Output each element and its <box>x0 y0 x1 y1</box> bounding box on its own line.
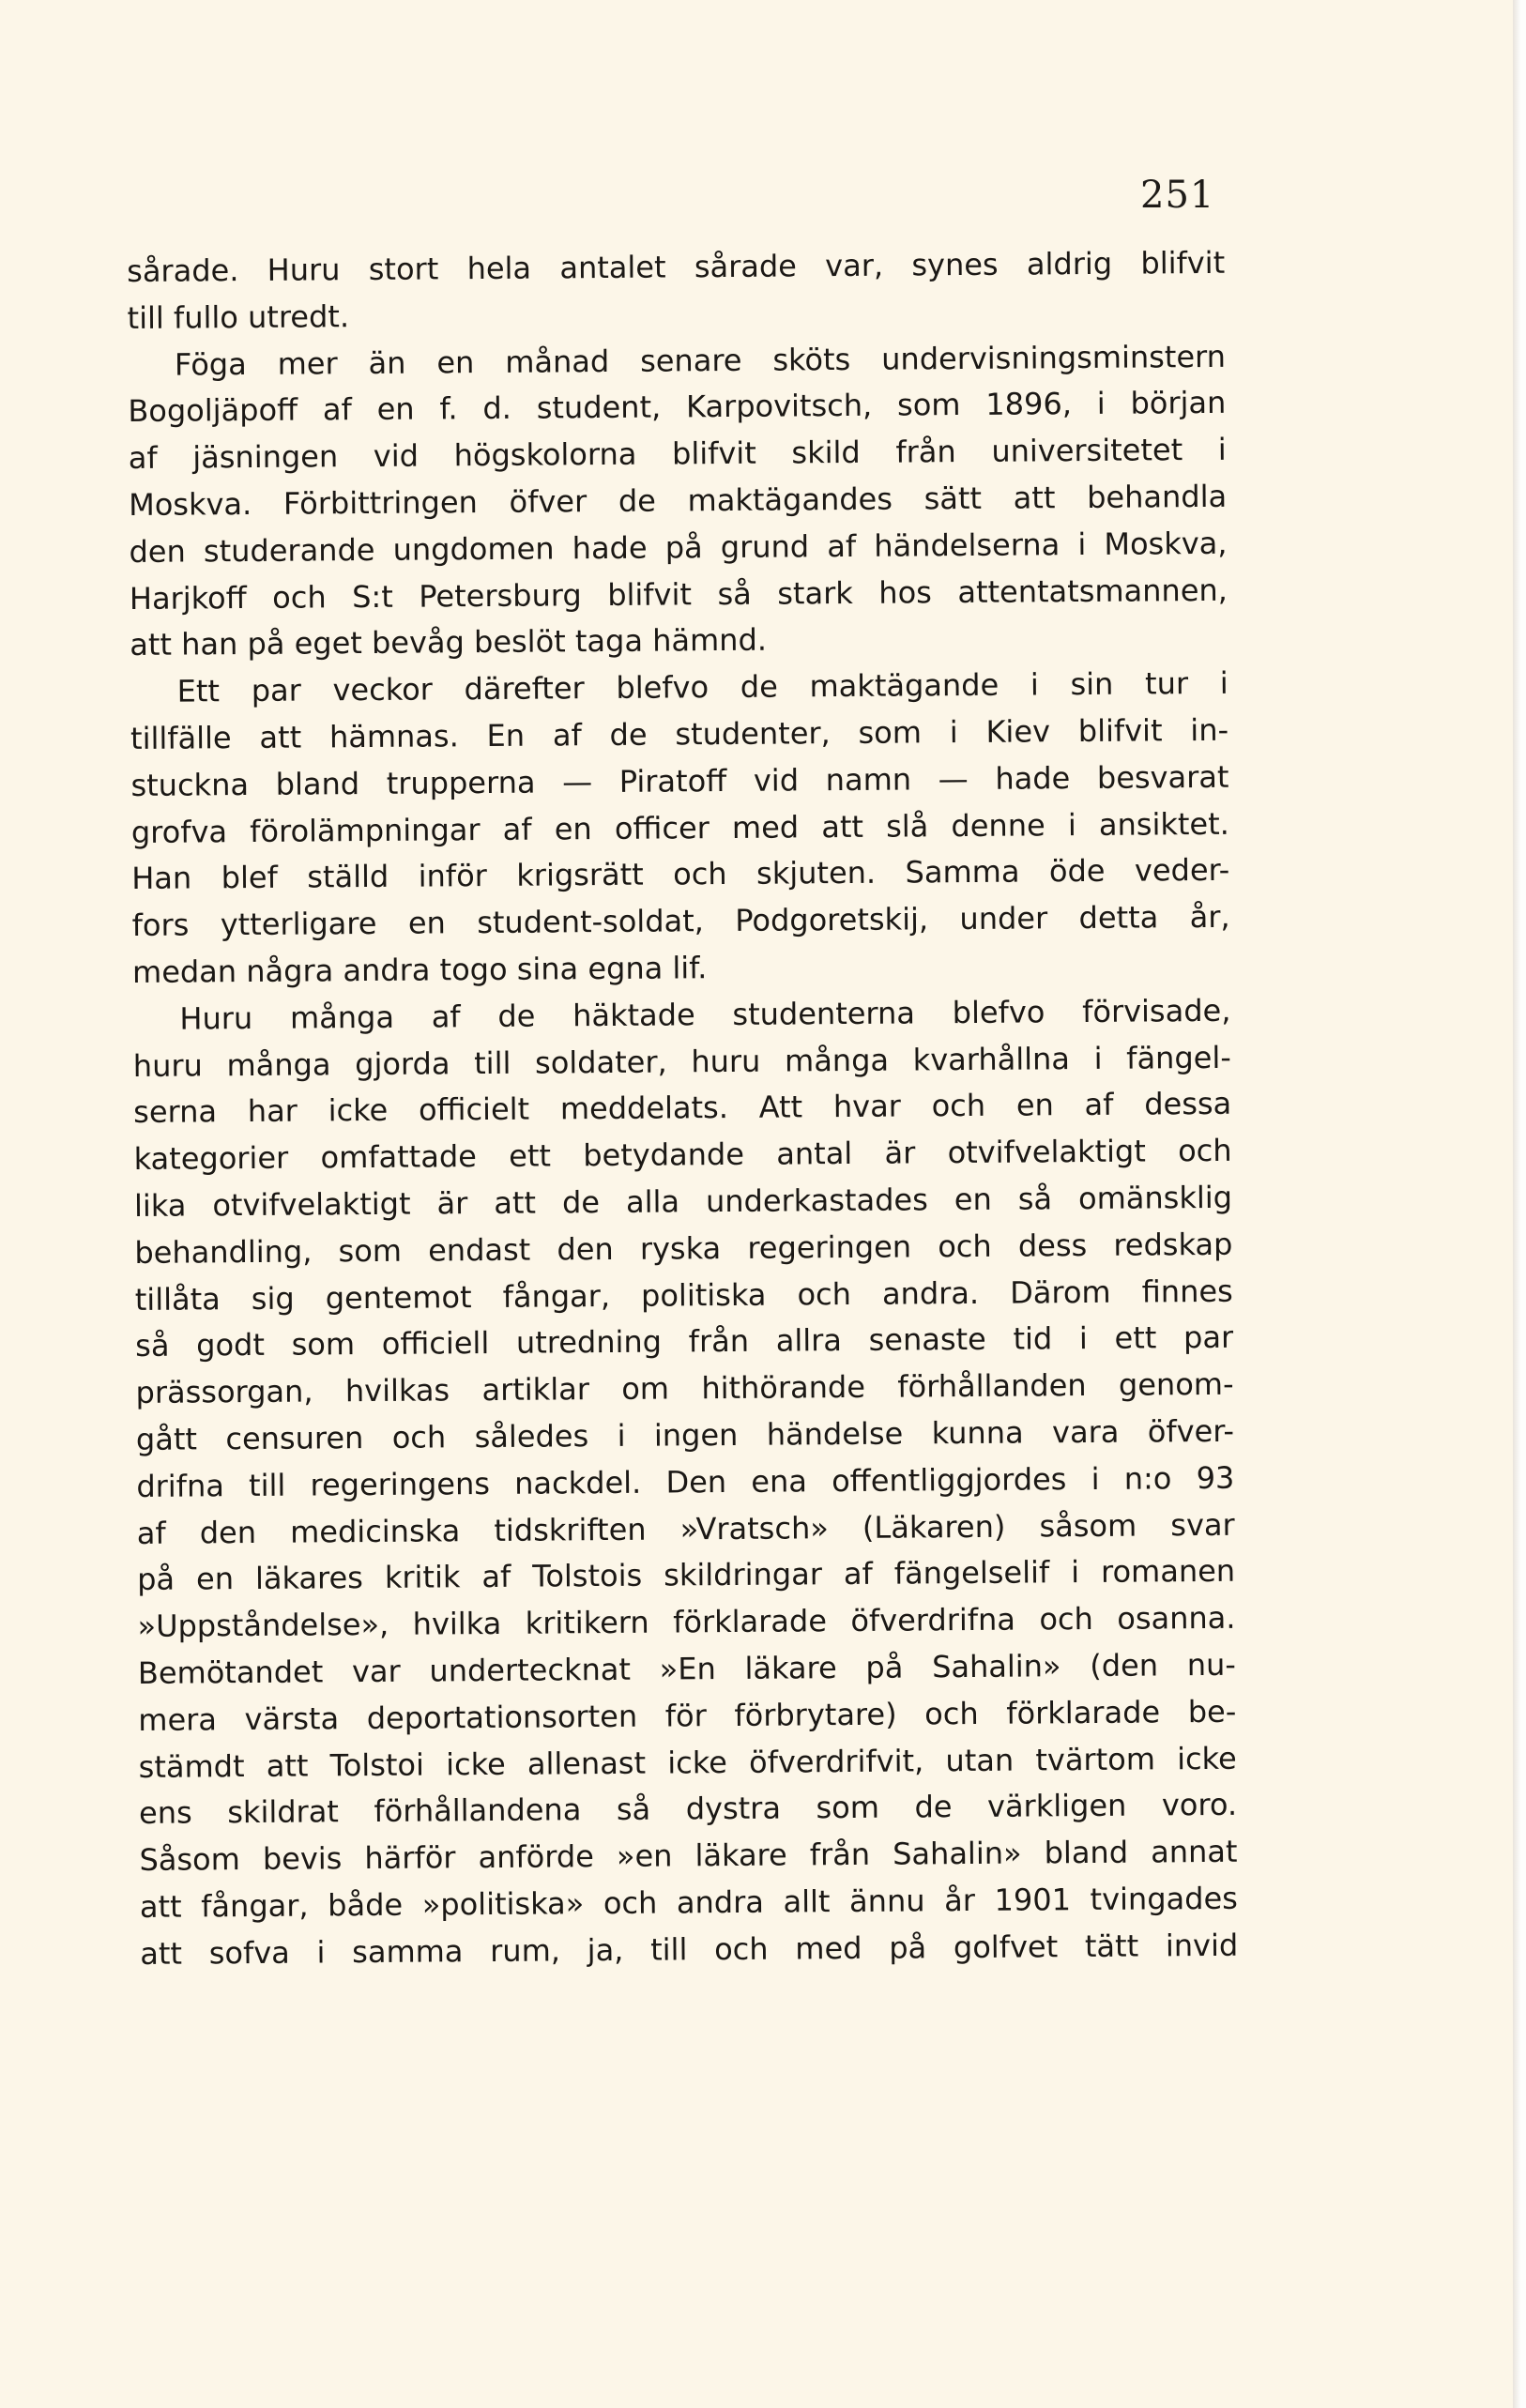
text-line: »Uppståndelse», hvilka kritikern förklarade öfverdrifna och osanna. <box>137 1599 1236 1645</box>
text-line: prässorgan, hvilkas artiklar om hithörande förhållanden genom- <box>135 1365 1234 1411</box>
text-line: gått censuren och således i ingen händelse kunna vara öfver- <box>135 1412 1235 1457</box>
text-line: stuckna bland trupperna — Piratoff vid namn — hade besvarat <box>130 758 1229 803</box>
body-text <box>127 240 1241 2313</box>
text-line: Huru många af de häktade studenterna blefvo förvisade, <box>179 992 1231 1037</box>
text-line: huru många gjorda till soldater, huru många kvarhållna i fängel- <box>132 1039 1231 1084</box>
text-line: sårade. Huru stort hela antalet sårade var, synes aldrig blifvit <box>127 244 1226 289</box>
text-line: tillfälle att hämnas. En af de studenter, som i Kiev blifvit in- <box>130 711 1229 756</box>
text-line: Harjkoff och S:t Petersburg blifvit så stark hos attentatsmannen, <box>129 572 1228 617</box>
text-line: af jäsningen vid högskolorna blifvit skild från universitetet i <box>128 431 1227 477</box>
text-line: Han blef ställd inför krigsrätt och skjuten. Samma öde veder- <box>131 852 1230 897</box>
text-line: på en läkares kritik af Tolstois skildringar af fängelselif i romanen <box>136 1553 1236 1598</box>
text-line: Bogoljäpoff af en f. d. student, Karpovitsch, som 1896, i början <box>128 385 1227 430</box>
text-line: drifna till regeringens nackdel. Den ena offentliggjordes i n:o 93 <box>136 1459 1235 1504</box>
text-line: behandling, som endast den ryska regeringen och dess redskap <box>134 1226 1233 1271</box>
text-line: att han på eget bevåg beslöt taga hämnd. <box>130 622 768 663</box>
text-line: kategorier omfattade ett betydande antal är otvifvelaktigt och <box>133 1132 1232 1178</box>
text-line: Föga mer än en månad senare sköts undervisningsminstern <box>174 338 1227 383</box>
text-line: till fullo utredt. <box>127 297 350 336</box>
text-line: att sofva i samma rum, ja, till och med på golfvet tätt invid <box>140 1927 1239 1972</box>
text-line: Såsom bevis härför anförde »en läkare från Sahalin» bland annat <box>139 1833 1238 1879</box>
page-edge-shadow <box>1513 0 1526 2408</box>
text-line: att fångar, både »politiska» och andra allt ännu år 1901 tvingades <box>139 1880 1238 1925</box>
text-line: stämdt att Tolstoi icke allenast icke öfverdrifvit, utan tvärtom icke <box>138 1740 1237 1785</box>
text-line: lika otvifvelaktigt är att de alla underkastades en så omänsklig <box>133 1179 1233 1224</box>
text-line: fors ytterligare en student-soldat, Podgoretskij, under detta år, <box>131 898 1230 944</box>
text-line: ens skildrat förhållandena så dystra som de värkligen voro. <box>138 1787 1238 1832</box>
text-line: grofva förolämpningar af en officer med att slå denne i ansiktet. <box>130 805 1229 850</box>
text-line: Moskva. Förbittringen öfver de maktägandes sätt att behandla <box>128 478 1228 523</box>
text-line: Bemötandet var undertecknat »En läkare på Sahalin» (den nu- <box>137 1646 1237 1691</box>
text-line: tillåta sig gentemot fångar, politiska och andra. Därom finnes <box>134 1273 1233 1318</box>
text-line: af den medicinska tidskriften »Vratsch» (Läkaren) såsom svar <box>136 1506 1235 1551</box>
page-number: 251 <box>1140 174 1215 217</box>
text-line: så godt som officiell utredning från allra senaste tid i ett par <box>135 1319 1234 1364</box>
text-line: Ett par veckor därefter blefvo de maktägande i sin tur i <box>176 664 1228 709</box>
text-line: mera värsta deportationsorten för förbrytare) och förklarade be- <box>138 1693 1237 1738</box>
text-line: serna har icke officielt meddelats. Att hvar och en af dessa <box>133 1086 1232 1131</box>
text-line: medan några andra togo sina egna lif. <box>131 950 708 990</box>
text-line: den studerande ungdomen hade på grund af händelserna i Moskva, <box>129 525 1228 570</box>
